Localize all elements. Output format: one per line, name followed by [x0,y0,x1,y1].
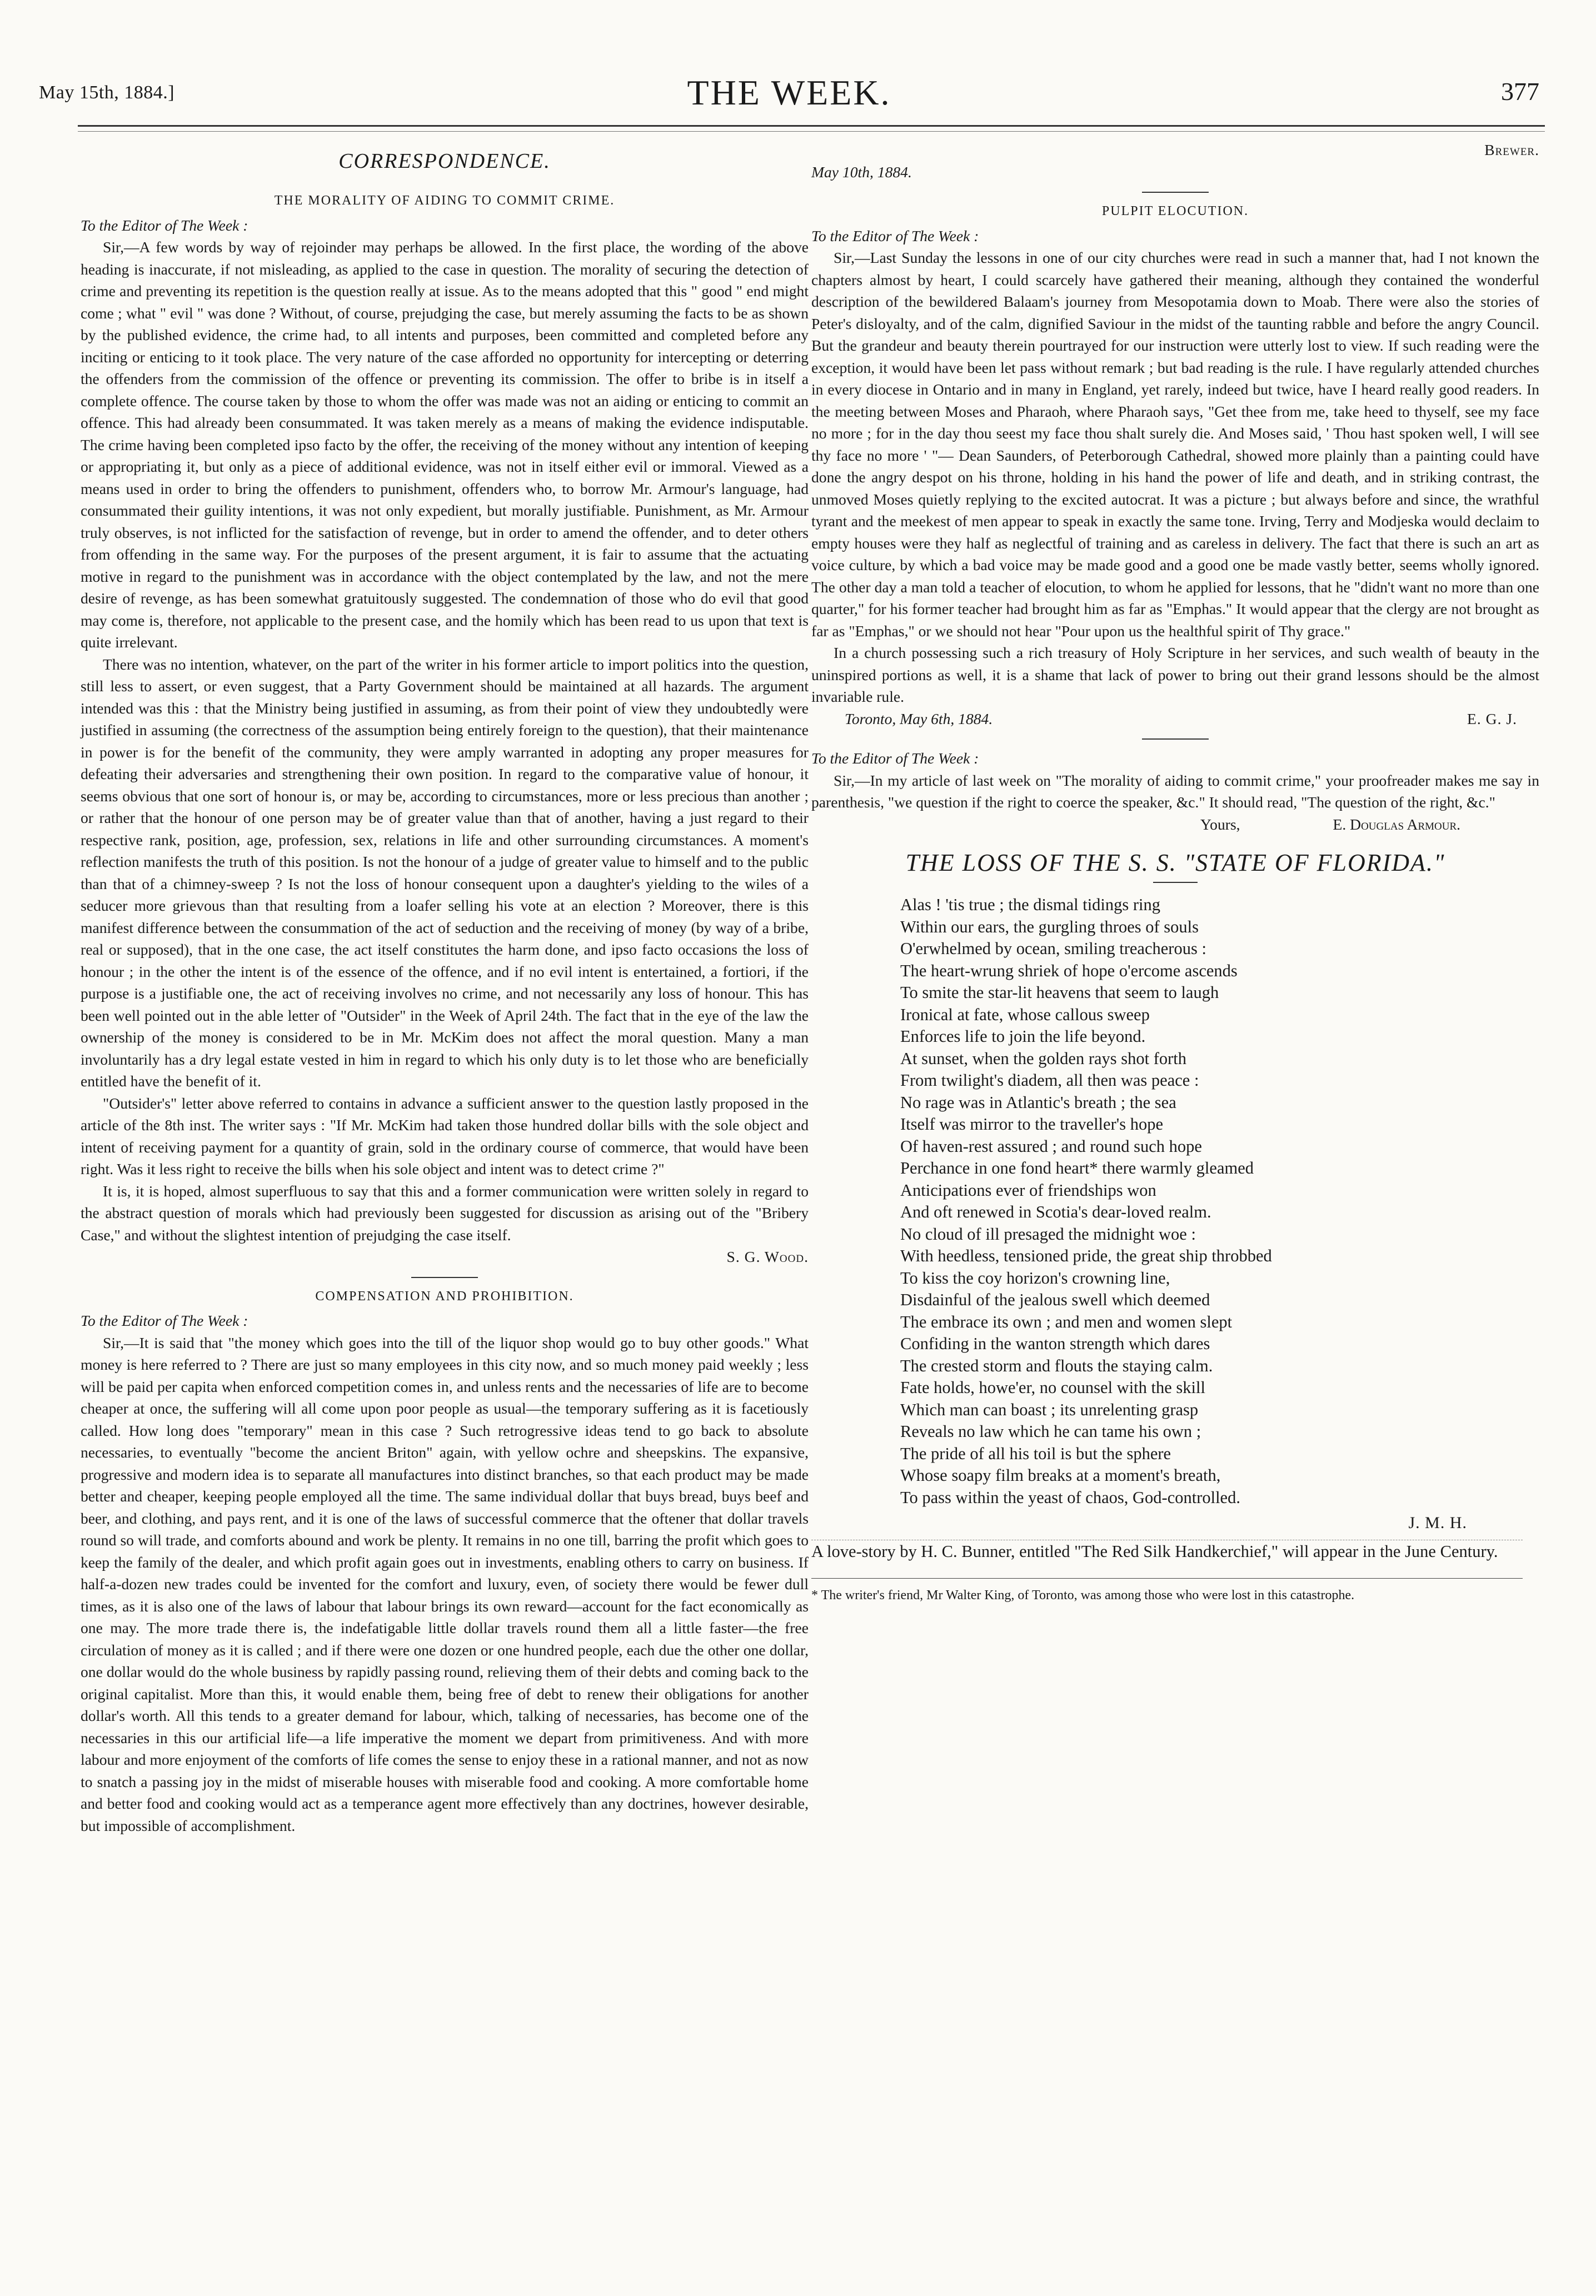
divider [1142,192,1209,193]
letter-paragraph: Sir,—A few words by way of rejoinder may perhaps be allowed. In the first place, the wording of the above heading is inaccurate, if not misleading, as applied to the case in question. The morality of securing the detection of crime and preventing its repetition is the question really at issue. As to the means adopted that this " good " end might come ; what " evil " was done ? Without, of course, prejudging the case, but merely assuming the facts to be as shown by the published evidence, the crime had, to all intents and purposes, been committed and completed before any inciting or enticing to it took place. The very nature of the case afforded no opportunity for intercepting or deterring the offenders from the commission of the offence or preventing its commission. The offer to bribe is in itself a complete offence. The course taken by those to whom the offer was made was not an aiding or enticing to commit an offence. This had already been consummated. It was taken merely as a means of making the evidence indisputable. The crime having been completed ipso facto by the offer, the receiving of the money without any intention of keeping or appropriating it, but only as a piece of additional evidence, was not in itself either evil or immoral. Viewed as a means used in order to bring the offenders to punishment, offenders who, to borrow Mr. Armour's language, had consummated their guility intentions, it was not only expedient, but morally justifiable. Punishment, as Mr. Armour truly observes, is not inflicted for the satisfaction of revenge, but in order to amend the offender, and to deter others from offending in the same way. For the purposes of the present argument, it is fair to assume that the actuating motive in regard to the punishment was in accordance with the object contemplated by the law, and not the mere desire of revenge, as has been somewhat gratuitously suggested. The condemnation of those who do evil that good may come is, therefore, not applicable to the present case, and the homily which has been read to us upon that text is quite irrelevant. [81,238,809,651]
poem-line: Whose soapy film breaks at a moment's breath, [900,1466,1221,1485]
poem-line: No rage was in Atlantic's breath ; the sea [900,1092,1176,1112]
letter-paragraph: In a church possessing such a rich treasury of Holy Scripture in her services, and such wealth of beauty in the uninspired portions as well, it is a shame that lack of power to bring out their grand lessons should be the almost invariable rule. [811,644,1539,705]
poem-line: The pride of all his toil is but the sphere [900,1444,1171,1463]
divider [1142,738,1209,740]
poem-signature: J. M. H. [1408,1514,1467,1532]
letter-paragraph: It is, it is hoped, almost superfluous to say that this and a former communication were written solely in regard to the abstract question of morals which had previously been suggested for discussion as arising out of the "Bribery Case," and without the slightest intention of prejudging the case itself. [81,1182,809,1244]
poem-line: Within our ears, the gurgling throes of souls [900,917,1199,936]
letter-compensation-close [811,139,1539,183]
poem-line: Confiding in the wanton strength which dares [900,1334,1210,1353]
letter-signature: E. G. J. [1467,710,1517,727]
letter-title: COMPENSATION AND PROHIBITION. [315,1289,574,1304]
letter-paragraph: Sir,—Last Sunday the lessons in one of our city churches were read in such a manner that, had I not known the chapters almost by heart, I could scarcely have gathered their meaning, although they contained the wonderful description of the bewildered Balaam's journey from Mesopotamia down to Moab. There were also the stories of Peter's disloyalty, and of the calm, dignified Saviour in the midst of the taunting rabble and before the angry Council. But the grandeur and beauty therein pourtrayed for our instruction were utterly lost to view. If such reading were the exception, it would have been let pass without remark ; but bad reading is the rule. I have regularly attended churches in every diocese in Ontario and in many in England, yet rarely, indeed but twice, have I heard really good readers. In the meeting between Moses and Pharaoh, where Pharaoh says, "Get thee from me, take heed to thyself, see my face no more ; for in the day thou seest my face thou shalt surely die. And Moses said, ' Thou hast spoken well, I will see thy face no more ' "— Dean Saunders, of Peterborough Cathedral, showed more plainly than a painting could have done the angry despot on his throne, holding in his hand the power of life and death, and in striking contrast, the unmoved Moses quietly replying to the excited autocrat. It was a picture ; but always before and since, the wrathful tyrant and the meekest of men appear to speak in exactly the same tone. Irving, Terry and Modjeska would declaim to empty houses were they half as neglectful of training and as careless in delivery. The fact that there is such an art as voice culture, by which a bad voice may be made good and a good one be made vastly better, seems wholly ignored. The other day a man told a teacher of elocution, to whom he applied for lessons, that he "didn't want no more than one quarter," for his former teacher had brought him as far as "Emphas." It would appear that the clergy are not brought as far as "Emphas," or we should not hear "Pour upon us the healthful spirit of Thy grace." [811,249,1539,640]
letter-paragraph: Sir,—It is said that "the money which goes into the till of the liquor shop would go to buy other goods." What money is here referred to ? There are just so many employees in this city now, and so much money paid weekly ; less will be paid per capita when enforced competition comes in, and unless rents and the necessaries of life are to become cheaper at once, the suffering will all come upon poor people as usual—the temporary suffering as it is facetiously called. How long does "temporary" mean in this case ? Such retrogressive ideas tend to go back to absolute necessaries, to eventually "become the ancient Briton" again, with yellow ochre and sheepskins. The expansive, progressive and modern idea is to separate all manufactures into distinct branches, so that each product may be made better and cheaper, keeping people employed all the time. The same individual dollar that buys bread, buys beef and beer, and clothing, and pays rent, and it is one of the laws of successful commerce that the oftener that dollar travels round so will trade, and comforts abound and work be plenty. It remains in no one till, barring the profit which goes to keep the family of the dealer, and which profit again goes out in investments, enabling others to carry on business. If half-a-dozen new trades could be invented for the comfort and luxury, even, of society there would be fewer dull times, as it is also one of the laws of labour that labour brings its own reward—account for the fact economically as one may. The more trade there is, the indefatigable little dollar travels round them all a little faster—the free circulation of money as it is called ; and if there were one dozen or one hundred people, each due the other one dollar, one dollar would do the whole business by rapidly passing round, relieving them of their debts and coming back to the original capitalist. More than this, it would enable them, being free of debt to renew their obligations for another dollar's worth. All this tends to a greater demand for labour, which, talking of necessaries, has become one of the necessaries in this our artificial life—a life imperative the moment we depart from primitiveness. And with more labour and more enjoyment of the comforts of life comes the sense to enjoy these in a rational manner, and not as now to snatch a passing joy in the midst of miserable houses with miserable food and cooking. A more comfortable home and better food and cooking would act as a temperance agent more effectively than any doctrines, however desirable, but impossible of accomplishment. [81,1334,809,1834]
letter-correction [811,747,1539,835]
notice-text: A love-story by H. C. Bunner, entitled "The Red Silk Handkerchief," will appear in the June Century. [811,1541,1498,1561]
letter-title: PULPIT ELOCUTION. [1101,204,1249,218]
poem-line: Of haven-rest assured ; and round such hope [900,1136,1202,1156]
letter-signature: E. Douglas Armour. [1333,815,1461,833]
poem-line: The crested storm and flouts the staying calm. [900,1356,1213,1375]
poem-line: From twilight's diadem, all then was peace : [900,1071,1199,1090]
divider [1153,882,1198,883]
letter-pulpit-elocution [811,201,1539,730]
poem-line: At sunset, when the golden rays shot forth [900,1049,1187,1068]
letter-addressee: To the Editor of The Week : [811,750,979,767]
section-heading: CORRESPONDENCE. [338,149,551,173]
poem-line: And oft renewed in Scotia's dear-loved realm. [900,1202,1211,1221]
poem-line: Reveals no law which he can tame his own ; [900,1422,1201,1441]
header-rule-thin [78,131,1545,132]
poem-line: To smite the star-lit heavens that seem to laugh [900,983,1219,1002]
header-rule [78,125,1545,127]
letter-addressee: To the Editor of The Week : [811,227,979,244]
letter-compensation [81,1286,809,1837]
poem-line: O'erwhelmed by ocean, smiling treacherous : [900,939,1206,958]
page-header [39,72,1539,122]
poem-line: Ironical at fate, whose callous sweep [900,1005,1150,1024]
poem-block [811,848,1539,1534]
poem-line: With heedless, tensioned pride, the great ship throbbed [900,1246,1272,1265]
poem-line: No cloud of ill presaged the midnight woe : [900,1224,1196,1244]
letter-paragraph: Sir,—In my article of last week on "The morality of aiding to commit crime," your proofreader makes me say in parenthesis, "we question if the right to coerce the speaker, &c." It should read, "The question of the right, &c." [811,771,1539,811]
letter-signature: Brewer. [1484,141,1539,158]
poem-line: The heart-wrung shriek of hope o'ercome ascends [900,961,1238,980]
letter-place-date: Toronto, May 6th, 1884. [845,710,993,727]
letter-paragraph: "Outsider's" letter above referred to contains in advance a sufficient answer to the question lastly proposed in the article of the 8th inst. The writer says : "If Mr. McKim had taken those hundred dollar bills with the sole object and intent of receiving payment for a quantity of grain, sold in the ordinary course of commerce, that would have been right. Was it less right to receive the bills when his sole object and intent was to detect crime ?" [81,1094,809,1177]
letter-morality [81,190,809,1268]
letter-addressee: To the Editor of The Week : [81,216,248,234]
poem-line: Disdainful of the jealous swell which deemed [900,1290,1210,1309]
letter-signature: S. G. Wood. [726,1248,809,1265]
poem-line: To kiss the coy horizon's crowning line, [900,1268,1170,1287]
page-number: 377 [1501,77,1539,106]
issue-date: May 15th, 1884.] [39,82,175,103]
poem-line: Perchance in one fond heart* there warmly gleamed [900,1159,1254,1177]
letter-closing [1200,813,1539,836]
poem-line: To pass within the yeast of chaos, God-controlled. [900,1488,1240,1507]
poem-line: Enforces life to join the life beyond. [900,1027,1146,1046]
letter-footer [811,708,1539,730]
poem-body [900,894,1539,1509]
poem-line: Fate holds, howe'er, no counsel with the skill [900,1378,1205,1397]
right-column-content [811,139,1539,1604]
poem-line: Anticipations ever of friendships won [900,1180,1156,1200]
poem-line: Alas ! 'tis true ; the dismal tidings ring [900,895,1161,914]
masthead-title: THE WEEK. [687,73,891,112]
left-column [81,139,809,1836]
letter-title: THE MORALITY OF AIDING TO COMMIT CRIME. [274,193,615,208]
letter-date: May 10th, 1884. [811,163,912,181]
footnote-rule [811,1578,1523,1579]
poem-line: The embrace its own ; and men and women slept [900,1312,1233,1331]
letter-closing-word: Yours, [1200,815,1240,833]
poem-title: THE LOSS OF THE S. S. "STATE OF FLORIDA." [905,849,1445,876]
letter-paragraph: There was no intention, whatever, on the part of the writer in his former article to import politics into the question, still less to assert, or even suggest, that a Party Government should be maintained at all hazards. The argument intended was this : that the Ministry being justified in assuming, as from their point of view they undoubtedly were justified in assuming (the correctness of the assumption being entirely foreign to the question), that their maintenance in power is for the benefit of the community, they were amply warranted in adopting any proper measures for defeating their adversaries and strengthening their own position. In regard to the comparative value of honour, it seems obvious that one sort of honour is, or may be, according to circumstances, more or less precious than another ; or rather that the honour of one person may be of greater value than that of another, having a just regard to their respective rank, position, age, profession, sex, relations in life and other surrounding circumstances. A moment's reflection manifests the truth of this position. Is not the honour of a judge of greater value to himself and to the public than that of a chimney-sweep ? Is not the loss of honour consequent upon a daughter's yielding to the wiles of a seducer more grievous than that resulting from a loafer selling his vote at an election ? Moreover, there is this manifest difference between the consummation of the act of seduction and the receiving of money (by way of a bribe, real or supposed), that in the one case, the act itself constitutes the harm done, and ipso facto occasions the loss of honour ; in the other the intent is of the essence of the offence, and if no evil intent is entertained, a fortiori, if the purpose is a justifiable one, the act of receiving involves no crime, and not necessarily any loss of honour. This has been well pointed out in the able letter of "Outsider" in the Week of April 24th. The fact that in the eye of the law the ownership of the money is considered to be in Mr. McKim does not affect the moral question. Many a man involuntarily has a dry legal estate vested in him in regard to which his only duty is to let those who are beneficially entitled have the benefit of it. [81,655,809,1090]
divider [411,1277,478,1278]
poem-line: Itself was mirror to the traveller's hope [900,1115,1164,1134]
letter-addressee: To the Editor of The Week : [81,1312,248,1329]
poem-line: Which man can boast ; its unrelenting grasp [900,1400,1199,1419]
footnote: * The writer's friend, Mr Walter King, of Toronto, was among those who were lost in this catastrophe. [811,1588,1355,1603]
